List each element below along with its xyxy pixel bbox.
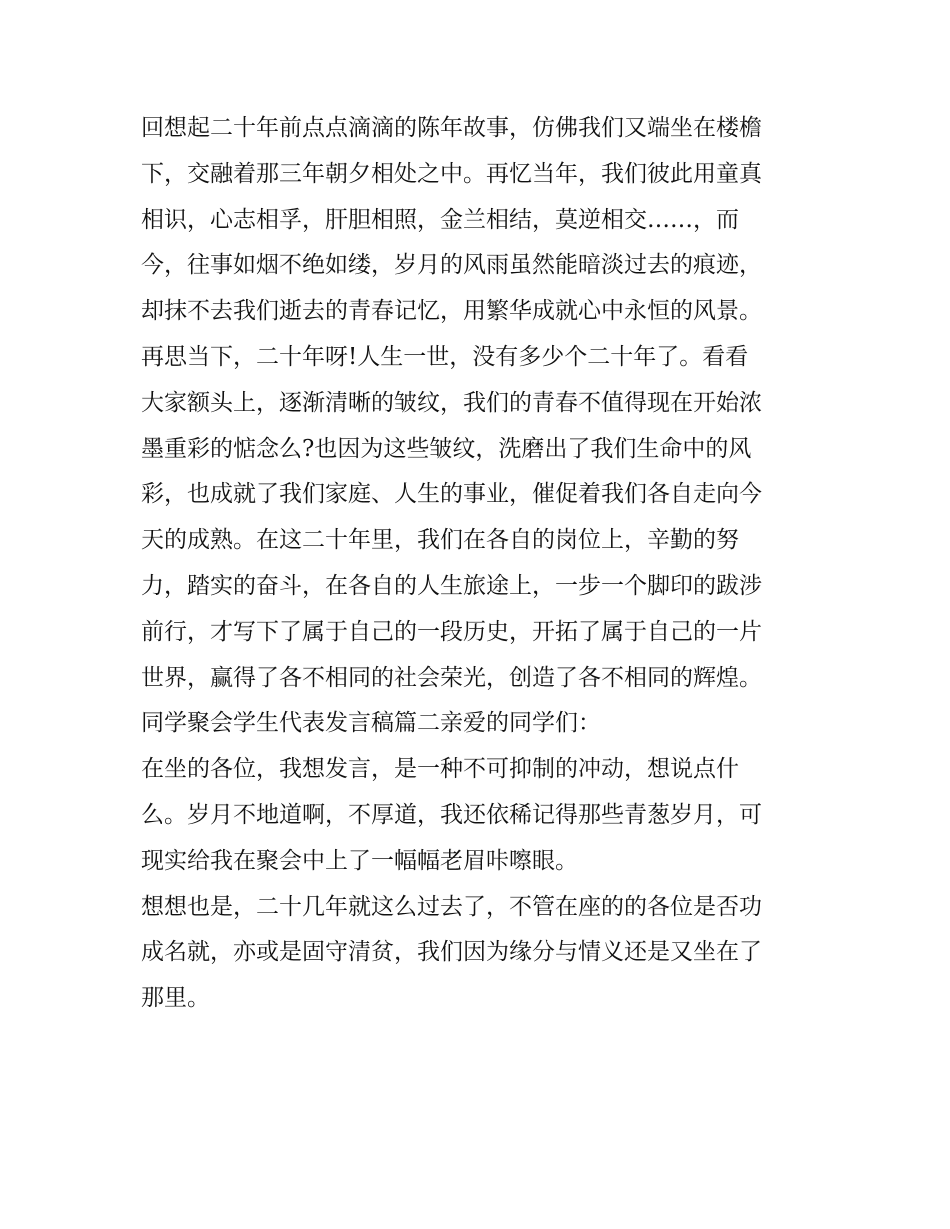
text-line: 么。岁月不地道啊，不厚道，我还依稀记得那些青葱岁月，可 bbox=[141, 801, 762, 828]
text-line: 那里。 bbox=[141, 985, 210, 1012]
text-line: 世界，赢得了各不相同的社会荣光，创造了各不相同的辉煌。 bbox=[141, 664, 762, 691]
text-line: 再思当下，二十年呀!人生一世，没有多少个二十年了。看看 bbox=[141, 343, 749, 370]
text-line: 前行，才写下了属于自己的一段历史，开拓了属于自己的一片 bbox=[141, 618, 762, 645]
text-line: 墨重彩的惦念么?也因为这些皱纹，洗磨出了我们生命中的风 bbox=[141, 435, 752, 462]
text-line: 彩，也成就了我们家庭、人生的事业，催促着我们各自走向今 bbox=[141, 481, 762, 508]
text-line: 今，往事如烟不绝如缕，岁月的风雨虽然能暗淡过去的痕迹， bbox=[141, 252, 762, 279]
text-line: 大家额头上，逐渐清晰的皱纹，我们的青春不值得现在开始浓 bbox=[141, 389, 762, 416]
text-line: 却抹不去我们逝去的青春记忆，用繁华成就心中永恒的风景。 bbox=[141, 298, 762, 325]
text-line: 天的成熟。在这二十年里，我们在各自的岗位上，辛勤的努 bbox=[141, 527, 739, 554]
body-text bbox=[141, 106, 821, 1022]
text-line: 想想也是，二十几年就这么过去了，不管在座的的各位是否功 bbox=[141, 893, 762, 920]
text-line: 在坐的各位，我想发言，是一种不可抑制的冲动，想说点什 bbox=[141, 756, 739, 783]
section-heading-line: 同学聚会学生代表发言稿篇二亲爱的同学们： bbox=[141, 710, 601, 737]
text-line: 现实给我在聚会中上了一幅幅老眉咔嚓眼。 bbox=[141, 847, 578, 874]
text-line: 相识，心志相孚，肝胆相照，金兰相结，莫逆相交……，而 bbox=[141, 206, 739, 233]
text-line: 成名就，亦或是固守清贫，我们因为缘分与情义还是又坐在了 bbox=[141, 939, 762, 966]
text-line: 下，交融着那三年朝夕相处之中。再忆当年，我们彼此用童真 bbox=[141, 160, 762, 187]
text-line: 回想起二十年前点点滴滴的陈年故事，仿佛我们又端坐在楼檐 bbox=[141, 115, 762, 141]
text-line: 力，踏实的奋斗，在各自的人生旅途上，一步一个脚印的跋涉 bbox=[141, 572, 762, 599]
